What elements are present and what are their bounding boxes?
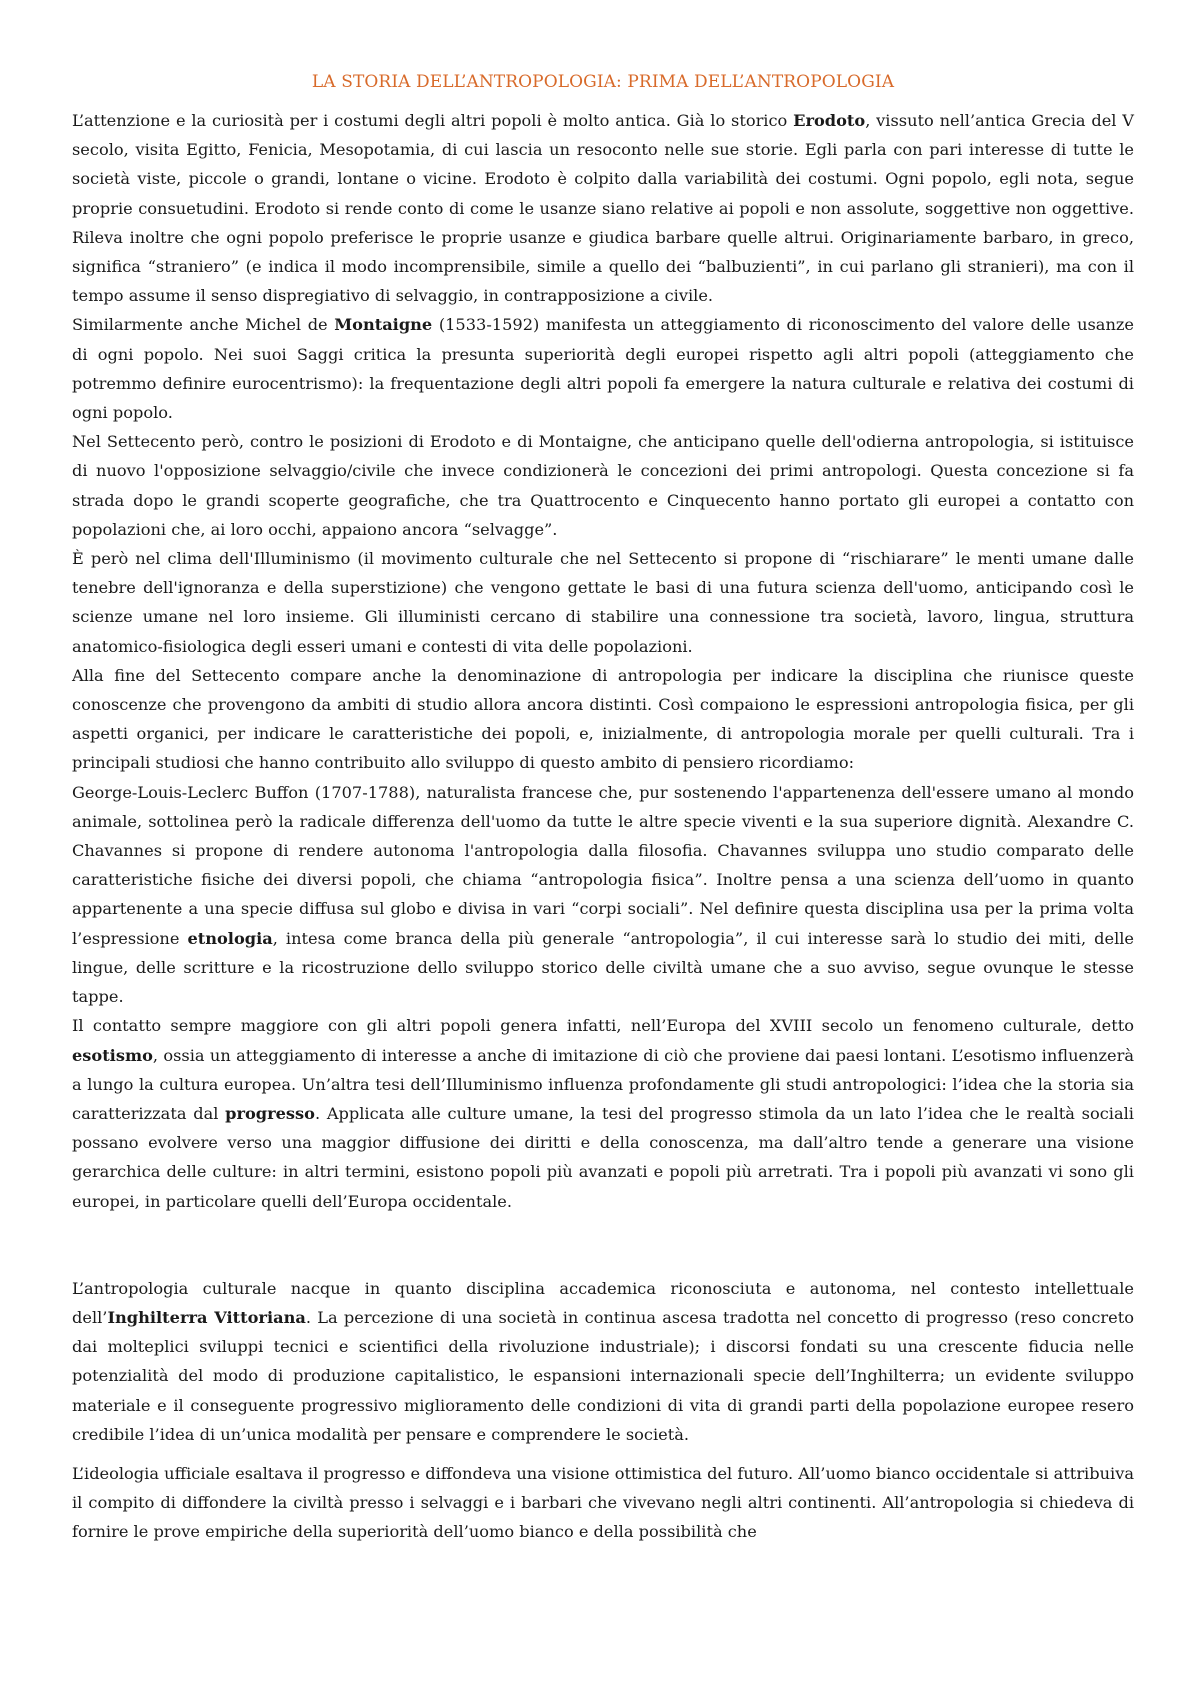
paragraph-esotismo — [72, 1011, 1134, 1215]
text-segment: (1533-1592) manifesta un atteggiamento di riconoscimento del valore delle usanze di ogni popolo. Nei suoi Saggi critica la presunta superiorità degli europei rispetto agli altri popoli (atteggiamento che potremmo definire eurocentrismo): la frequentazione degli altri popoli fa emergere la natura culturale e relativa dei costumi di ogni popolo. — [72, 315, 1134, 423]
paragraph-spacer — [72, 1449, 1134, 1459]
paragraph-ideologia — [72, 1459, 1134, 1547]
paragraph-erodoto — [72, 106, 1134, 310]
bold-term-erodoto: Erodoto — [793, 111, 866, 130]
text-segment: Similarmente anche Michel de — [72, 315, 335, 335]
text-segment: Nel Settecento però, contro le posizioni di Erodoto e di Montaigne, che anticipano quelle dell'odierna antropologia, si istituisce di nuovo l'opposizione selvaggio/civile che invece condizionerà le concezioni dei primi antropologi. Questa concezione si fa strada dopo le grandi scoperte geografiche, che tra Quattrocento e Cinquecento hanno portato gli europei a contatto con popolazioni che, ai loro occhi, appaiono ancora “selvagge”. — [72, 432, 1134, 539]
text-segment: L’ideologia ufficiale esaltava il progresso e diffondeva una visione ottimistica del futuro. All’uomo bianco occidentale si attribuiva il compito di diffondere la civiltà presso i selvaggi e i barbari che vivevano negli altri continenti. All’antropologia si chiedeva di fornire le prove empiriche della superiorità dell’uomo bianco e della possibilità che — [72, 1463, 1134, 1542]
text-segment: , vissuto nell’antica Grecia del V secolo, visita Egitto, Fenicia, Mesopotamia, di cui lascia un resoconto nelle sue storie. Egli parla con pari interesse di tutte le società viste, piccole o grandi, lontane o vicine. Erodoto è colpito dalla variabilità dei costumi. Ogni popolo, egli nota, segue proprie consuetudini. Erodoto si rende conto di come le usanze siano relative ai popoli e non assolute, soggettive non oggettive. Rileva inoltre che ogni popolo preferisce le proprie usanze e giudica barbare quelle altrui. Originariamente barbaro, in greco, significa “straniero” (e indica il modo incomprensibile, simile a quello dei “balbuzienti”, in cui parlano gli stranieri), ma con il tempo assume il senso dispregiativo di selvaggio, in contrapposizione a civile. — [72, 111, 1134, 306]
bold-term-progresso: progresso — [225, 1103, 315, 1123]
bold-term-esotismo: esotismo — [72, 1045, 153, 1065]
text-segment: , intesa come branca della più generale “antropologia”, il cui interesse sarà lo studio dei miti, delle lingue, delle scritture e la ricostruzione dello sviluppo storico delle civiltà umane che a suo avviso, segue ovunque le stesse tappe. — [72, 928, 1135, 1007]
paragraph-denominazione — [72, 661, 1134, 778]
paragraph-illuminismo — [72, 544, 1134, 661]
page-title: LA STORIA DELL’ANTROPOLOGIA: PRIMA DELL’ANTROPOLOGIA — [311, 72, 895, 92]
paragraph-montaigne — [72, 310, 1134, 427]
section-spacer — [72, 1216, 1134, 1274]
bold-term-etnologia: etnologia — [187, 928, 273, 948]
text-segment: George-Louis-Leclerc Buffon (1707-1788), naturalista francese che, pur sostenendo l'appartenenza dell'essere umano al mondo animale, sottolinea però la radicale differenza dell'uomo da tutte le altre specie viventi e la sua superiore dignità. Alexandre C. Chavannes si propone di rendere autonoma l'antropologia dalla filosofia. Chavannes sviluppa uno studio comparato delle caratteristiche fisiche dei diversi popoli, che chiama “antropologia fisica”. Inoltre pensa a una scienza dell’uomo in quanto appartenente a una specie diffusa sul globo e divisa in vari “corpi sociali”. Nel definire questa disciplina usa per la prima volta l’espressione — [72, 782, 1134, 948]
bold-term-inghilterra-vittoriana: Inghilterra Vittoriana — [107, 1307, 306, 1327]
text-segment: È però nel clima dell'Illuminismo (il movimento culturale che nel Settecento si propone di “rischiarare” le menti umane dalle tenebre dell'ignoranza e della superstizione) che vengono gettate le basi di una futura scienza dell'uomo, anticipando così le scienze umane nel loro insieme. Gli illuministi cercano di stabilire una connessione tra società, lavoro, lingua, struttura anatomico-fisiologica degli esseri umani e contesti di vita delle popolazioni. — [72, 549, 1134, 656]
text-segment: Alla fine del Settecento compare anche la denominazione di antropologia per indicare la disciplina che riunisce queste conoscenze che provengono da ambiti di studio allora ancora distinti. Così compaiono le espressioni antropologia fisica, per gli aspetti organici, per indicare le caratteristiche dei popoli, e, inizialmente, di antropologia morale per quelli culturali. Tra i principali studiosi che hanno contribuito allo sviluppo di questo ambito di pensiero ricordiamo: — [72, 665, 1134, 773]
bold-term-montaigne: Montaigne — [334, 315, 433, 335]
paragraph-buffon — [72, 778, 1134, 1012]
text-segment: , ossia un atteggiamento di interesse a anche di imitazione di ciò che proviene dai paesi lontani. L’esotismo influenzerà a lungo la cultura europea. Un’altra tesi dell’Illuminismo influenza profondamente gli studi antropologici: l’idea che la storia sia caratterizzata dal — [72, 1045, 1134, 1123]
paragraph-inghilterra — [72, 1274, 1134, 1449]
paragraph-settecento — [72, 427, 1134, 544]
text-segment: . La percezione di una società in continua ascesa tradotta nel concetto di progresso (reso concreto dai molteplici sviluppi tecnici e scientifici della rivoluzione industriale); i discorsi fondati su una crescente fiducia nelle potenzialità del modo di produzione capitalistico, le espansioni internazionali specie dell’Inghilterra; un evidente sviluppo materiale e il conseguente progressivo miglioramento delle condizioni di vita di grandi parti della popolazione europee resero credibile l’idea di un’unica modalità per pensare e comprendere le società. — [72, 1307, 1134, 1444]
text-segment: L’attenzione e la curiosità per i costumi degli altri popoli è molto antica. Già lo storico — [72, 111, 794, 130]
text-segment: L’antropologia culturale nacque in quanto disciplina accademica riconosciuta e autonoma, nel contesto intellettuale dell’ — [72, 1278, 1134, 1327]
text-segment: . Applicata alle culture umane, la tesi del progresso stimola da un lato l’idea che le realtà sociali possano evolvere verso una maggior diffusione dei diritti e della conoscenza, ma dall’altro tende a generare una visione gerarchica delle culture: in altri termini, esistono popoli più avanzati e popoli più arretrati. Tra i popoli più avanzati vi sono gli europei, in particolare quelli dell’Europa occidentale. — [72, 1103, 1134, 1211]
text-segment: Il contatto sempre maggiore con gli altri popoli genera infatti, nell’Europa del XVIII secolo un fenomeno culturale, detto — [72, 1016, 1134, 1036]
